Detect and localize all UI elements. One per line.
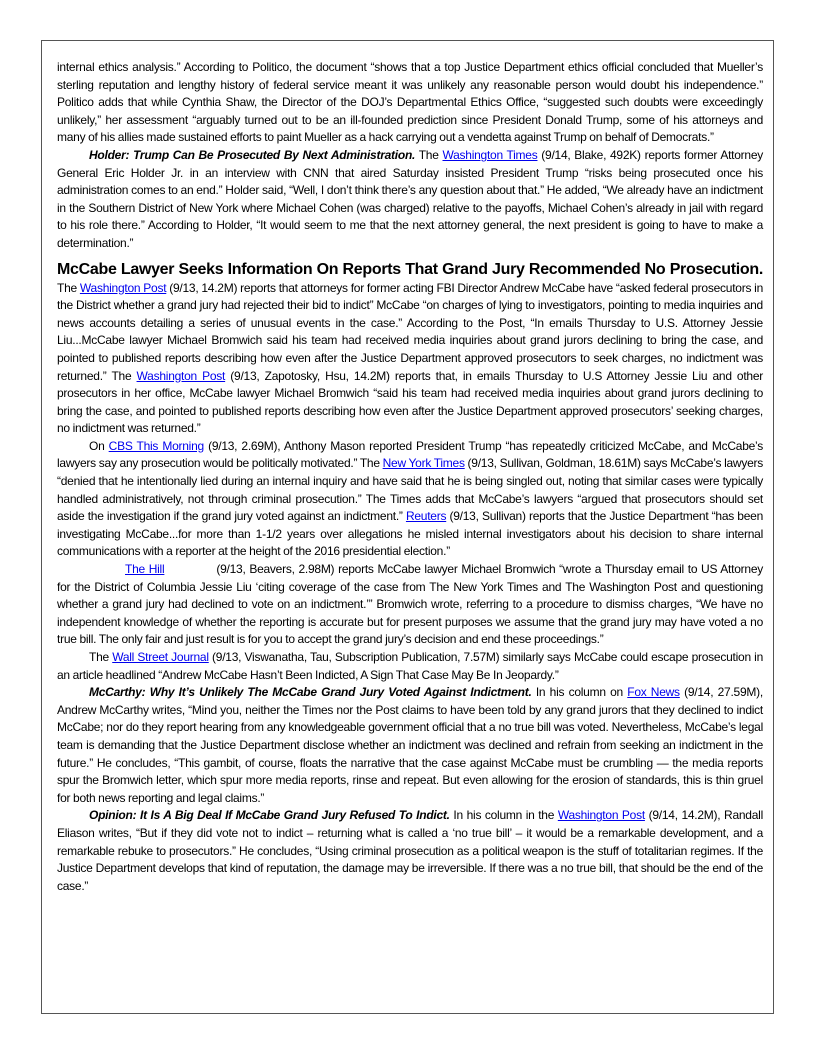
body-text: The — [415, 147, 443, 162]
source-link[interactable]: Washington Post — [136, 368, 226, 383]
source-link[interactable]: Fox News — [627, 685, 680, 700]
paragraph — [57, 649, 763, 684]
body-text: (9/13, Sullivan, Goldman, 18.61M) says McCabe’s lawyers “denied that he intentionally lied during an internal inquiry and have said that he is being singled out, noting that similar cases were typically handled administratively, not through criminal prosecution.” The Times adds that McCabe’s lawyers “argued that prosecutors should set aside the investigation if the grand jury voted against an indictment.” — [57, 456, 763, 524]
paragraph — [57, 438, 763, 561]
body-text: (9/14, 27.59M), Andrew McCarthy writes, “Mind you, neither the Times nor the Post claims to have been told by any grand jurors that they declined to indict McCabe; nor do they report hearing from any knowledgeable government official that a no true bill was voted. Nevertheless, McCabe’s legal team is demanding that the Justice Department disclose whether an indictment was declined and refrain from seeking an indictment in the future.” He concludes, “This gambit, of course, floats the narrative that the case against McCabe must be crumbling — the media reports spur the Bromwich letter, which spur more media reports, rinse and repeat. But even allowing for the erosion of standards, this is thin gruel for both news reporting and legal claims.” — [57, 685, 763, 805]
body-text: (9/13, Viswanatha, Tau, Subscription Publication, 7.57M) similarly says McCabe could escape prosecution in an article headlined “Andrew McCabe Hasn’t Been Indicted, A Sign That Case May Be In Jeopardy.” — [57, 650, 763, 682]
body-text: In his column in the — [449, 808, 558, 823]
paragraph — [57, 561, 763, 649]
body-text: (9/13, Zapotosky, Hsu, 14.2M) reports that, in emails Thursday to U.S Attorney Jessie Liu and other prosecutors in her office, McCabe lawyer Michael Bromwich “said his team had received media inquiries about grand jurors declining to bring the case, and pointed to published reports describing how even after the Justice Department approved prosecutors’ seeking charges, no indictment was returned.” — [57, 368, 763, 436]
paragraph — [57, 684, 763, 807]
body-text: The — [57, 280, 80, 295]
source-link[interactable]: CBS This Morning — [108, 438, 204, 453]
subheadline: Holder: Trump Can Be Prosecuted By Next Administration. — [89, 147, 416, 162]
source-link[interactable]: Washington Post — [79, 280, 167, 295]
body-text: On — [89, 438, 109, 453]
source-link[interactable]: The Hill — [125, 562, 165, 577]
body-text: (9/13, Sullivan) reports that the Justice Department “has been investigating McCabe...for more than 1-1/2 years over allegations he misled internal investigators about his decision to share internal communications with a reporter at the height of the 2016 presidential election.” — [57, 509, 763, 559]
source-link[interactable]: Reuters — [405, 509, 447, 524]
body-text: (9/13, Beavers, 2.98M) reports McCabe lawyer Michael Bromwich “wrote a Thursday email to US Attorney for the District of Columbia Jessie Liu ‘citing coverage of the case from The New York Times and The Washington Post and questioning whether a grand jury had declined to vote on an indictment.’” Bromwich wrote, referring to a procedure to dismiss charges, “We have no independent knowledge of whether the reporting is accurate but for present purposes we assume that the grand jury may have voted a no true bill. The only fair and just result is for you to accept the grand jury’s decision and end these proceedings.” — [57, 562, 763, 647]
body-text: (9/14, 14.2M), Randall Eliason writes, “But if they did vote not to indict – returning what is called a ‘no true bill’ – it would be a remarkable development, and a remarkable rebuke to prosecutors.” He concludes, “Using criminal prosecution as a political weapon is the stuff of totalitarian regimes. If the Justice Department develops that kind of reputation, the damage may be irreversible. If there was a no true bill, that should be the end of the case.” — [57, 808, 763, 893]
body-text: (9/13, 14.2M) reports that attorneys for former acting FBI Director Andrew McCabe have “asked federal prosecutors in the District whether a grand jury had rejected their bid to indict” McCabe “on charges of lying to investigators, pointing to media inquiries and news accounts detailing a series of unusual events in the case.” According to the Post, “In emails Thursday to U.S. Attorney Jessie Liu...McCabe lawyer Michael Bromwich said his team had received media inquiries about grand jurors declining to bring the case, and pointed to published reports describing how even after the Justice Department approved prosecutors to seek charges, no indictment was returned.” The — [57, 280, 763, 383]
paragraph — [57, 807, 763, 895]
paragraph — [57, 280, 763, 438]
paragraph — [57, 59, 763, 147]
section-headline: McCabe Lawyer Seeks Information On Reports That Grand Jury Recommended No Prosecution. — [57, 260, 763, 278]
source-link[interactable]: Washington Times — [442, 147, 538, 162]
subheadline: McCarthy: Why It’s Unlikely The McCabe Grand Jury Voted Against Indictment. — [89, 685, 532, 700]
source-link[interactable]: Washington Post — [557, 808, 645, 823]
body-text: internal ethics analysis.” According to Politico, the document “shows that a top Justice Department ethics official concluded that Mueller’s sterling reputation and lengthy history of federal service meant it was unlikely any reasonable person would doubt his independence.” Politico adds that while Cynthia Shaw, the Director of the DOJ’s Departmental Ethics Office, “suggested such doubts were exceedingly unlikely,” her assessment “arguably turned out to be an ill-founded prediction since President Donald Trump, some of his attorneys and many of his allies made sustained efforts to paint Mueller as a hack carrying out a vendetta against Trump on behalf of Democrats.” — [57, 60, 763, 145]
body-text: The — [89, 650, 113, 664]
body-text: (9/13, 2.69M), Anthony Mason reported President Trump “has repeatedly criticized McCabe, and McCabe’s lawyers say any prosecution would be politically motivated.” The — [57, 438, 763, 471]
body-text: (9/14, Blake, 492K) reports former Attorney General Eric Holder Jr. in an interview with CNN that aired Saturday insisted President Trump “risks being prosecuted once his administration comes to an end.” Holder said, “Well, I don’t think there’s any question about that.” He added, “We already have an indictment in the Southern District of New York where Michael Cohen (was charged) relative to the payoffs, Michael Cohen’s already in jail with regard to his role there.” According to Holder, “It would seem to me that the next attorney general, the next president is going to have to make a determination.” — [57, 147, 764, 250]
source-link[interactable]: New York Times — [382, 456, 465, 471]
document-body — [57, 59, 763, 895]
body-text: In his column on — [531, 685, 628, 700]
subheadline: Opinion: It Is A Big Deal If McCabe Grand Jury Refused To Indict. — [89, 808, 450, 823]
paragraph — [57, 147, 763, 253]
source-link[interactable]: Wall Street Journal — [112, 650, 209, 664]
